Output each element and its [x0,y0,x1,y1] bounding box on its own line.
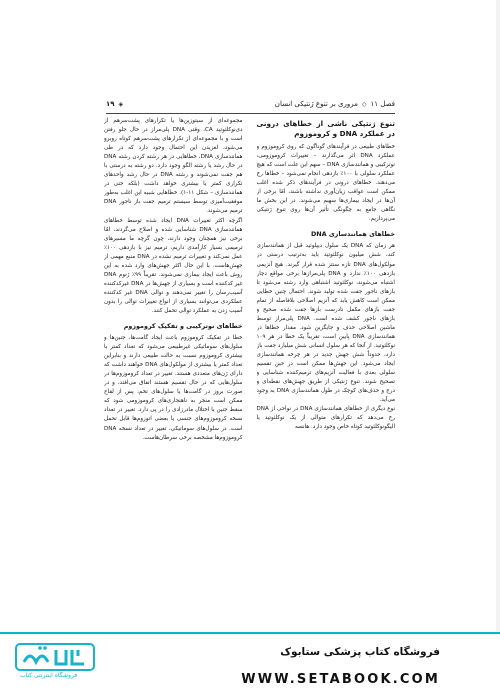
running-title: مروری بر تنوع ژنتیکی انسان [274,100,358,108]
paragraph-4: مجموعه‌ای از سیتوزین‌ها یا تکرارهای پشت‌سرهم از دی‌نوکلئوتید CA، وقتی DNA پلی‌مراز در حال جلو رفتن است و با مجموعه‌ای از تکرارهای پشت‌سرهم کوتاه روبرو می‌شود، لغزیدن این احتمال وجود دارد که در طی همانندسازی DNA، خطاهایی در هر رشته کردن رشته DNA در حال رشد یا رشته الگو وجود دارد. دو رشته به درستی با هم جفت نمی‌شوند و رشته DNA در حال رشد واحدهای تکراری کمتر یا بیشتری خواهد داشت (بلکه حتی در همانندسازی – شکل ۱۱-۱). خطاهایی شبیه این اغلب به‌طور موفقیت‌آمیزی توسط سیستم ترمیم جفت باز ناجور DNA ترمیم می‌شوند. [104,118,243,215]
text-columns [104,117,395,590]
right-column [257,117,396,590]
section-heading-1: تنوع ژنتیکی ناشی از خطاهای درونی در عملکرد DNA و کروموزوم [256,119,395,138]
paragraph-3: نوع دیگری از خطاهای همانندسازی DNA در نواحی از DNA رخ می‌دهد که تکرارهای متوالی از یک نوکلئوتید یا الیگونوکلئوتید کوتاه خاص وجود دارد. هانسه [256,406,395,431]
header-chapter-group [275,100,395,108]
page-number: ۱۹ [106,100,115,108]
diamond-icon: ◇ [361,100,367,108]
paragraph-6: خطا در تفکیک کروموزوم باعث ایجاد گامت‌ها، جنین‌ها و سلول‌های سوماتیکی غیرطبیعی می‌شود که تعداد کمتر یا بیشتری کروموزوم نسبت به حالت طبیعی دارند و بنابراین تعداد کمتر یا بیشتری از مولکول‌های DNA خواهند داشت که دارای ژن‌های متعددی هستند. تغییر در تعداد کروموزوم‌ها در سلول‌هایی که در حال تقسیم هستند اتفاق می‌افتد، و در صورت بروز در گامت‌ها یا سلول‌های تخم، پس از لقاح ممکن است منجر به ناهنجاری‌های کروموزومی شود که سقط جنین یا اختلال مادرزادی را در پی دارد. تغییر در تعداد نسخه کروموزوم‌های جنسی یا بعضی اتوزوم‌ها قابل تحمل است. در سلول‌های سوماتیکی، تغییر در تعداد نسخه DNA کروموزوم‌ها مشخصه برخی سرطان‌هاست. [104,335,243,441]
section-heading-2: خطاهای همانندسازی DNA [310,230,395,239]
ornament-icon: ◈ [118,100,124,108]
paragraph-5: اگرچه اکثر تغییرات DNA ایجاد شده توسط خطاهای همانندسازی DNA شناسایی شده و اصلاح می‌گردند، امّا برخی نیز همچنان وجود دارند، چون گرچه ما مسیرهای ترمیمی بسیار کارآمدی داریم، ترمیم نیز با بازدهی ۱۰۰٪ عمل نمی‌کند و تغییرات ترمیم نشده در DNA منبع مهمی از جهش‌هاست. با این حال اکثر جهش‌های وارد شده به این روش باعث ایجاد بیماری نمی‌شوند. تقریباً ۹۹٪ ژنوم DNA غیر کدکننده است و بسیاری از جهش‌ها در DNA غیرکدکننده آسیب‌رسان را تغییر نمی‌دهند و توالی DNA غیر کدکننده عملکردی می‌توانند بسیاری از انواع تغییرات توالی را بدون آسیب زدن به عملکرد توالی تحمل کنند. [104,217,243,314]
chapter-label: فصل ۱۱ [370,100,395,108]
watermark-footer [0,632,500,700]
paragraph-2: هر زمان که DNA یک سلول دیپلوئید قبل از همانندسازی کند، شش میلیون نوکلئوتید باید به‌ترتیب درستی در مولکول‌های DNA تازه سنتز شده قرار گیرند. هیچ آنزیمی بازدهی ۱۰۰٪ ندارد و DNA پلی‌مرازها برخی مواقع دچار اشتباه می‌شوند، نوکلئوتید اشتباهی وارد رشته می‌شود تا بازهای ناجور جفت شده تولید شوند. احتمال چنین خطایی ممکن است کاهش یابد که آنزیم اصلاحی بلافاصله از تمام جفت بازهای مکمل نادرست بازها جفت شده صحیح و بازهای ناجور کشف شده است. DNA پلی‌مراز توسط ماشین اصلاحی حذف و جایگزین شود. مقدار خطاها در همانندسازی DNA پایین است، تقریباً یک خطا در هر ۱۰۹ نوکلئوتید. از آنجا که هر سلول انسانی شش میلیارد جفت باز دارد، حدوداً شش جهش جدید در هر چرخه همانندسازی ایجاد می‌شود. این جهش‌ها ممکن است در حین تقسیم سلولی بعدی با فعالیت آنزیم‌های ترمیم‌کننده شناسایی و تصحیح شوند. تنوع ژنتیکی از طریق جهش‌های نقطه‌ای و درج و حذف‌های کوچک در طول همانندسازی DNA به وجود می‌آید. [256,243,395,404]
header-page-group [106,100,123,108]
logo-tagline: فروشگاه اینترنتی کتاب [20,672,78,679]
page-header [106,97,395,114]
setabook-logo [12,638,98,696]
section-heading-3: خطاهای نوترکیبی و تفکیک کروموزوم [123,322,243,331]
store-title: فروشگاه کتاب پزشکی ستابوک [280,646,440,658]
store-url[interactable]: WWW.SETABOOK.COM [241,672,440,687]
left-column [104,117,243,590]
page-edge-strip [496,0,500,632]
footer-rule [0,632,500,634]
paragraph-1: خطاهای طبیعی در فرآیندهای گوناگون که روی کروموزوم و عملکرد DNA اثر می‌گذارند – تغییرات کروموزومی، نوترکیبی و همانندسازی DNA – سهم این علت است که هیچ عملکرد سلولی با ۱۰۰٪ بازدهی انجام نمی‌شود – خطاها رخ می‌دهند. خطاهای درونی در فرآیندهای ذکر شده اغلب ممکن است عواقب زیان‌آوری نداشته باشند، امّا برخی از آن‌ها در ایجاد بیماری‌ها سهیم می‌شوند. در این بخش ما نگاهی جامع به چگونگی تأثیر آن‌ها روی تنوع ژنتیکی می‌پردازیم. [256,144,395,223]
